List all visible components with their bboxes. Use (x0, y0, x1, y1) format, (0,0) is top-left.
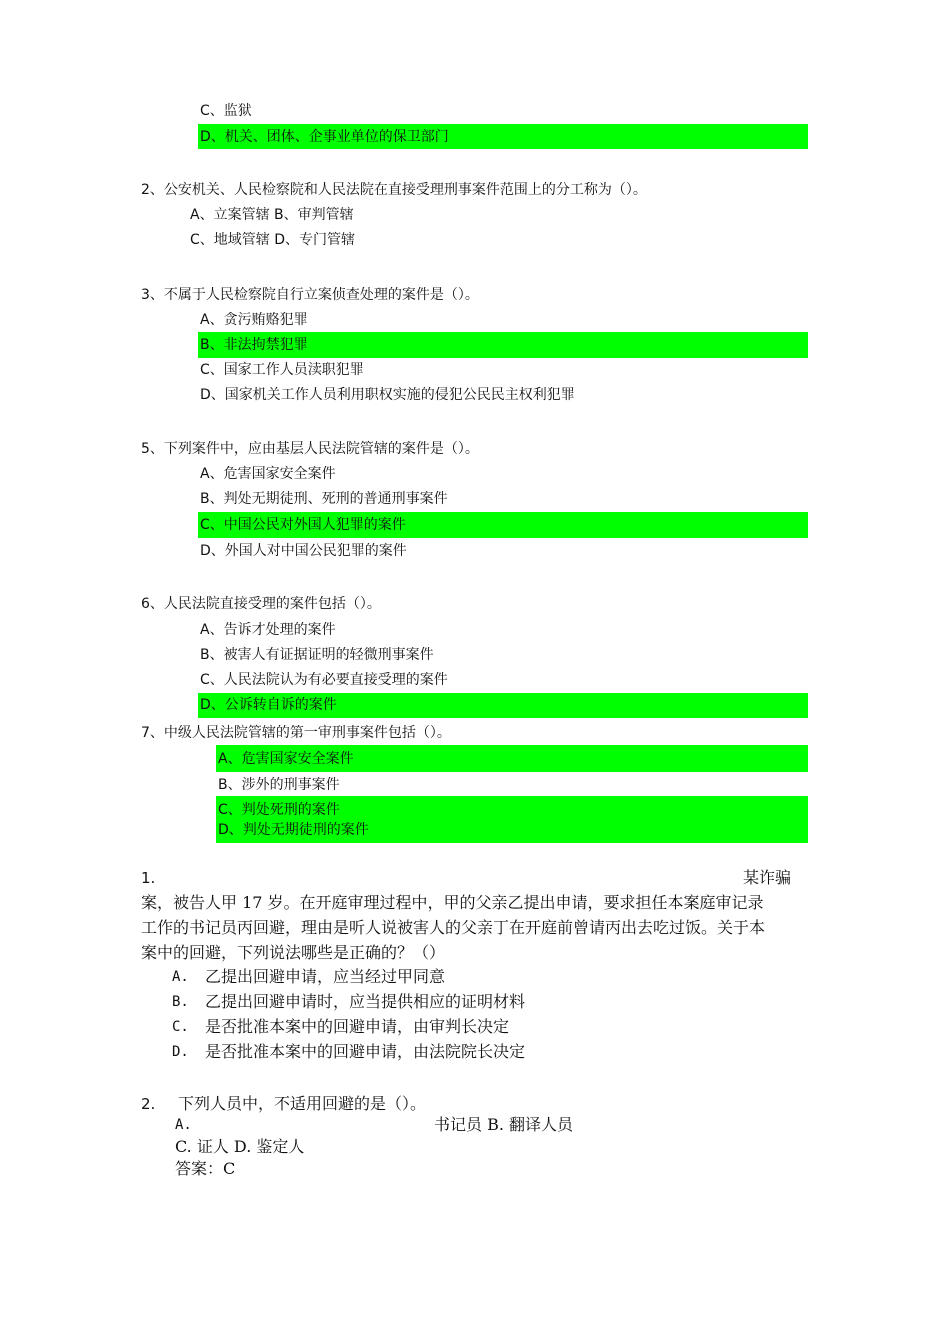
option-text: A、危害国家安全案件 (218, 751, 354, 767)
option-label: B. (172, 994, 189, 1010)
option-text: D、机关、团体、企事业单位的保卫部门 (200, 129, 449, 145)
option-text: C、人民法院认为有必要直接受理的案件 (200, 672, 448, 688)
option-text: D、判处无期徒刑的案件 (218, 822, 369, 838)
option-text: C、国家工作人员渎职犯罪 (200, 362, 364, 378)
option-text: A、危害国家安全案件 (200, 466, 336, 482)
option-text: C、地域管辖 D、专门管辖 (190, 232, 356, 248)
option-text: B、非法拘禁犯罪 (200, 337, 308, 353)
question-stem: 下列人员中，不适用回避的是（）。 (178, 1094, 427, 1113)
answer-text: 答案：C (175, 1159, 236, 1178)
option-text: C、判处死刑的案件 (218, 802, 340, 818)
option-text: B、判处无期徒刑、死刑的普通刑事案件 (200, 491, 448, 507)
question-number: 2. (141, 1095, 156, 1113)
option-text: 是否批准本案中的回避申请，由法院院长决定 (205, 1042, 526, 1061)
question-stem: 6、人民法院直接受理的案件包括（）。 (141, 596, 381, 612)
option-label: A. (175, 1117, 192, 1133)
option-text: A、告诉才处理的案件 (200, 622, 336, 638)
option-text: A、贪污贿赂犯罪 (200, 312, 308, 328)
option-text: C、监狱 (200, 103, 252, 119)
option-label: A. (172, 969, 189, 985)
option-text: C. 证人 D. 鉴定人 (175, 1137, 305, 1156)
option-text: B、涉外的刑事案件 (218, 777, 340, 793)
question-number: 1. (141, 869, 156, 887)
question-stem: 7、中级人民法院管辖的第一审刑事案件包括（）。 (141, 725, 451, 741)
option-text: 乙提出回避申请，应当经过甲同意 (205, 967, 446, 986)
question-stem: 工作的书记员丙回避，理由是听人说被害人的父亲丁在开庭前曾请丙出去吃过饭。关于本 (141, 918, 766, 937)
option-text: 乙提出回避申请时，应当提供相应的证明材料 (205, 992, 526, 1011)
option-text: D、国家机关工作人员利用职权实施的侵犯公民民主权利犯罪 (200, 387, 575, 403)
option-text: C、中国公民对外国人犯罪的案件 (200, 517, 406, 533)
option-text: B、被害人有证据证明的轻微刑事案件 (200, 647, 434, 663)
option-label: C. (172, 1019, 189, 1035)
question-stem: 2、公安机关、人民检察院和人民法院在直接受理刑事案件范围上的分工称为（）。 (141, 182, 647, 198)
question-stem: 案中的回避，下列说法哪些是正确的？（） (141, 943, 446, 962)
option-text: 是否批准本案中的回避申请，由审判长决定 (205, 1017, 510, 1036)
option-text: 书记员 B. 翻译人员 (434, 1115, 574, 1134)
option-text: A、立案管辖 B、审判管辖 (190, 207, 354, 223)
option-label: D. (172, 1044, 189, 1060)
option-text: D、外国人对中国公民犯罪的案件 (200, 543, 407, 559)
question-stem: 3、不属于人民检察院自行立案侦查处理的案件是（）。 (141, 287, 479, 303)
option-text: D、公诉转自诉的案件 (200, 697, 337, 713)
question-stem: 案，被告人甲 17 岁。在开庭审理过程中，甲的父亲乙提出申请，要求担任本案庭审记录 (141, 893, 764, 912)
question-stem: 5、下列案件中，应由基层人民法院管辖的案件是（）。 (141, 441, 479, 457)
question-stem: 某诈骗 (743, 868, 792, 887)
